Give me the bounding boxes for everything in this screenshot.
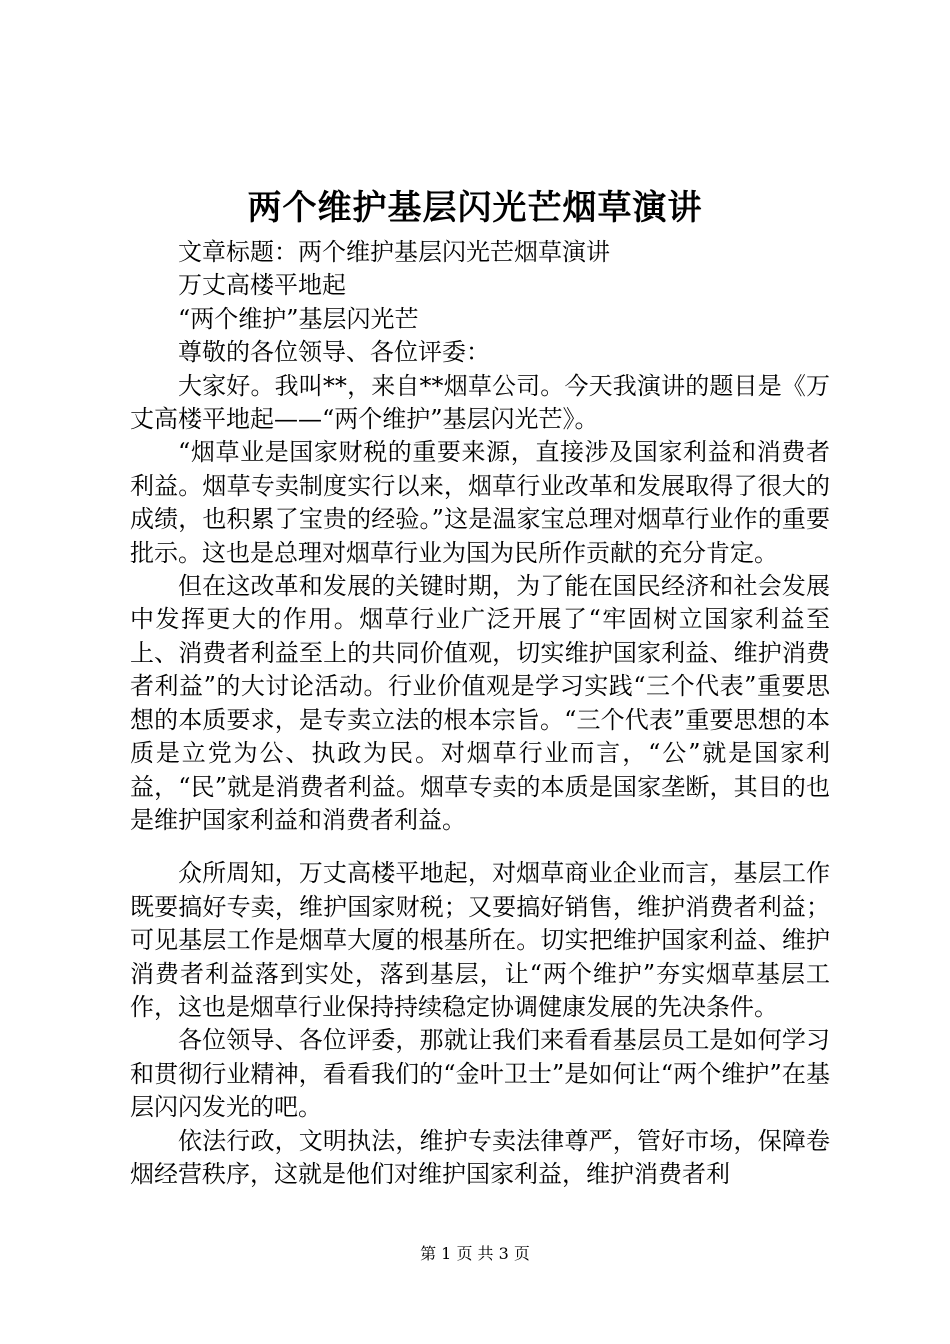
paragraph: 各位领导、各位评委，那就让我们来看看基层员工是如何学习和贯彻行业精神，看看我们的“金叶卫士”是如何让“两个维护”在基层闪闪发光的吧。 (130, 1026, 830, 1122)
paragraph: 众所周知，万丈高楼平地起，对烟草商业企业而言，基层工作既要搞好专卖，维护国家财税；又要搞好销售，维护消费者利益；可见基层工作是烟草大厦的根基所在。切实把维护国家利益、维护消费者利益落到实处，落到基层，让“两个维护”夯实烟草基层工作，这也是烟草行业保持持续稳定协调健康发展的先决条件。 (130, 859, 830, 1021)
document-body (130, 236, 830, 1191)
article-title-line: 文章标题：两个维护基层闪光芒烟草演讲 (178, 238, 610, 266)
document-title: 两个维护基层闪光芒烟草演讲 (247, 188, 703, 228)
paragraph: “烟草业是国家财税的重要来源，直接涉及国家利益和消费者利益。烟草专卖制度实行以来，烟草行业改革和发展取得了很大的成绩，也积累了宝贵的经验。”这是温家宝总理对烟草行业作的重要批示。这也是总理对烟草行业为国为民所作贡献的充分肯定。 (130, 438, 830, 567)
paragraph: 依法行政，文明执法，维护专卖法律尊严，管好市场，保障卷烟经营秩序，这就是他们对维护国家利益，维护消费者利 (130, 1126, 830, 1188)
salutation: 尊敬的各位领导、各位评委： (178, 338, 490, 367)
subtitle-line: “两个维护”基层闪光芒 (178, 304, 419, 333)
paragraph: 但在这改革和发展的关键时期，为了能在国民经济和社会发展中发挥更大的作用。烟草行业广泛开展了“牢固树立国家利益至上、消费者利益至上的共同价值观，切实维护国家利益、维护消费者利益”的大讨论活动。行业价值观是学习实践“三个代表”重要思想的本质要求，是专卖立法的根本宗旨。“三个代表”重要思想的本质是立党为公、执政为民。对烟草行业而言，“公”就是国家利益，“民”就是消费者利益。烟草专卖的本质是国家垄断，其目的也是维护国家利益和消费者利益。 (130, 572, 830, 834)
paragraph: 大家好。我叫**，来自**烟草公司。今天我演讲的题目是《万丈高楼平地起——“两个维护”基层闪光芒》。 (130, 371, 830, 434)
page-number-footer: 第 1 页 共 3 页 (420, 1244, 530, 1263)
subtitle-line: 万丈高楼平地起 (178, 271, 346, 300)
